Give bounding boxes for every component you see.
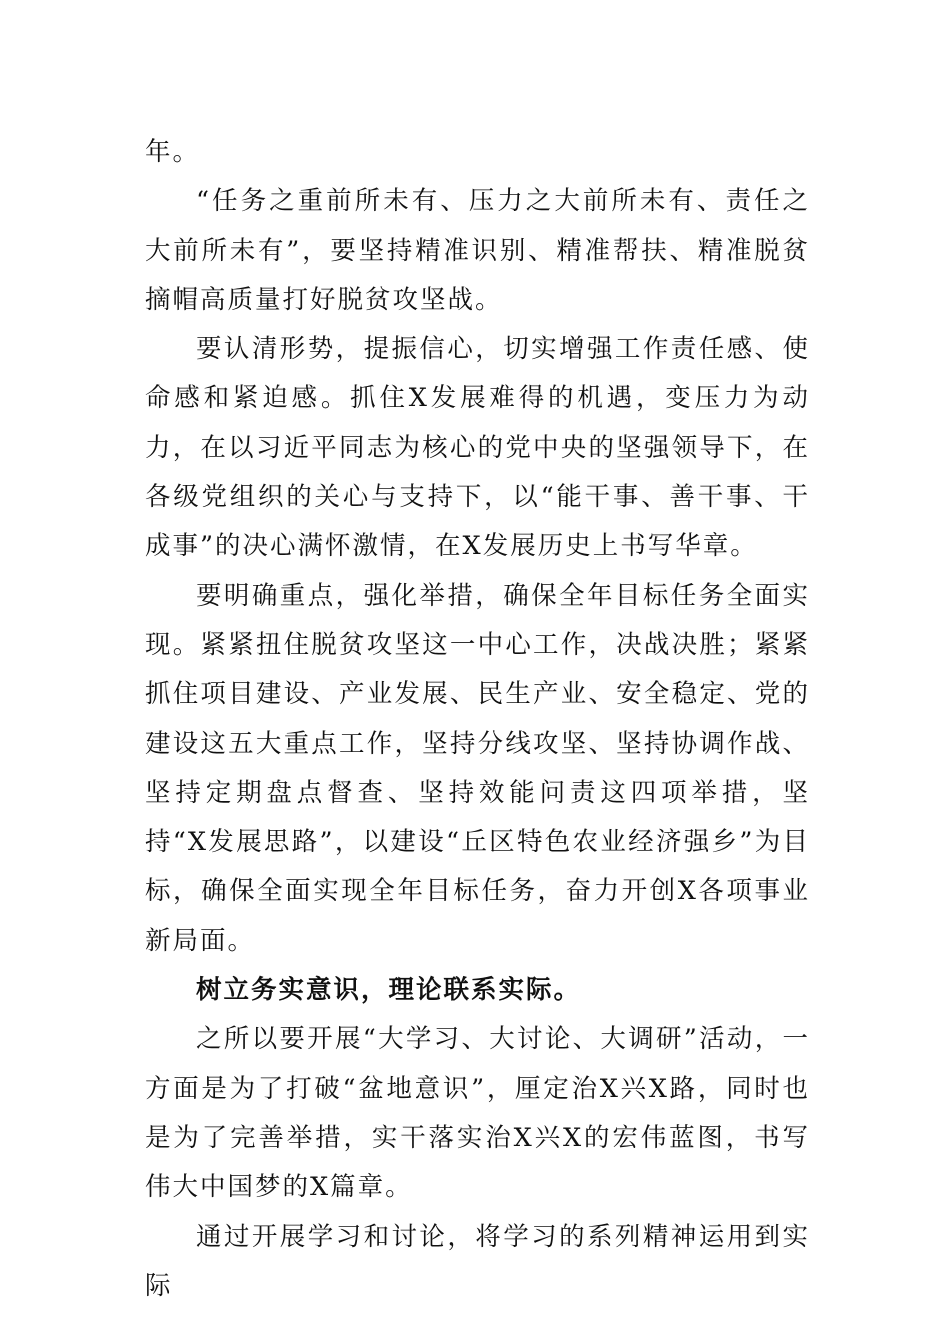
paragraph-study-discussion: 通过开展学习和讨论，将学习的系列精神运用到实际 xyxy=(145,1221,810,1301)
paragraph-recognize-situation: 要认清形势，提振信心，切实增强工作责任感、使命感和紧迫感。抓住X发展难得的机遇，变压力为动力，在以习近平同志为核心的党中央的坚强领导下，在各级党组织的关心与支持下，以“能干事、善干事、干成事”的决心满怀激情，在X发展历史上书写华章。 xyxy=(145,334,810,562)
paragraph-unprecedented-tasks: “任务之重前所未有、压力之大前所未有、责任之大前所未有”，要坚持精准识别、精准帮扶、精准脱贫摘帽高质量打好脱贫攻坚战。 xyxy=(145,186,810,315)
paragraph-campaign-purpose: 之所以要开展“大学习、大讨论、大调研”活动，一方面是为了打破“盆地意识”，厘定治X兴X路，同时也是为了完善举措，实干落实治X兴X的宏伟蓝图，书写伟大中国梦的X篇章。 xyxy=(145,1024,810,1203)
section-heading-pragmatic-awareness: 树立务实意识，理论联系实际。 xyxy=(196,975,582,1006)
paragraph-year-end: 年。 xyxy=(145,137,201,167)
document-body xyxy=(145,128,810,1311)
paragraph-clarify-priorities: 要明确重点，强化举措，确保全年目标任务全面实现。紧紧扭住脱贫攻坚这一中心工作，决战决胜；紧紧抓住项目建设、产业发展、民生产业、安全稳定、党的建设这五大重点工作，坚持分线攻坚、坚持协调作战、坚持定期盘点督查、坚持效能问责这四项举措，坚持“X发展思路”，以建设“丘区特色农业经济强乡”为目标，确保全面实现全年目标任务，奋力开创X各项事业新局面。 xyxy=(145,580,810,956)
